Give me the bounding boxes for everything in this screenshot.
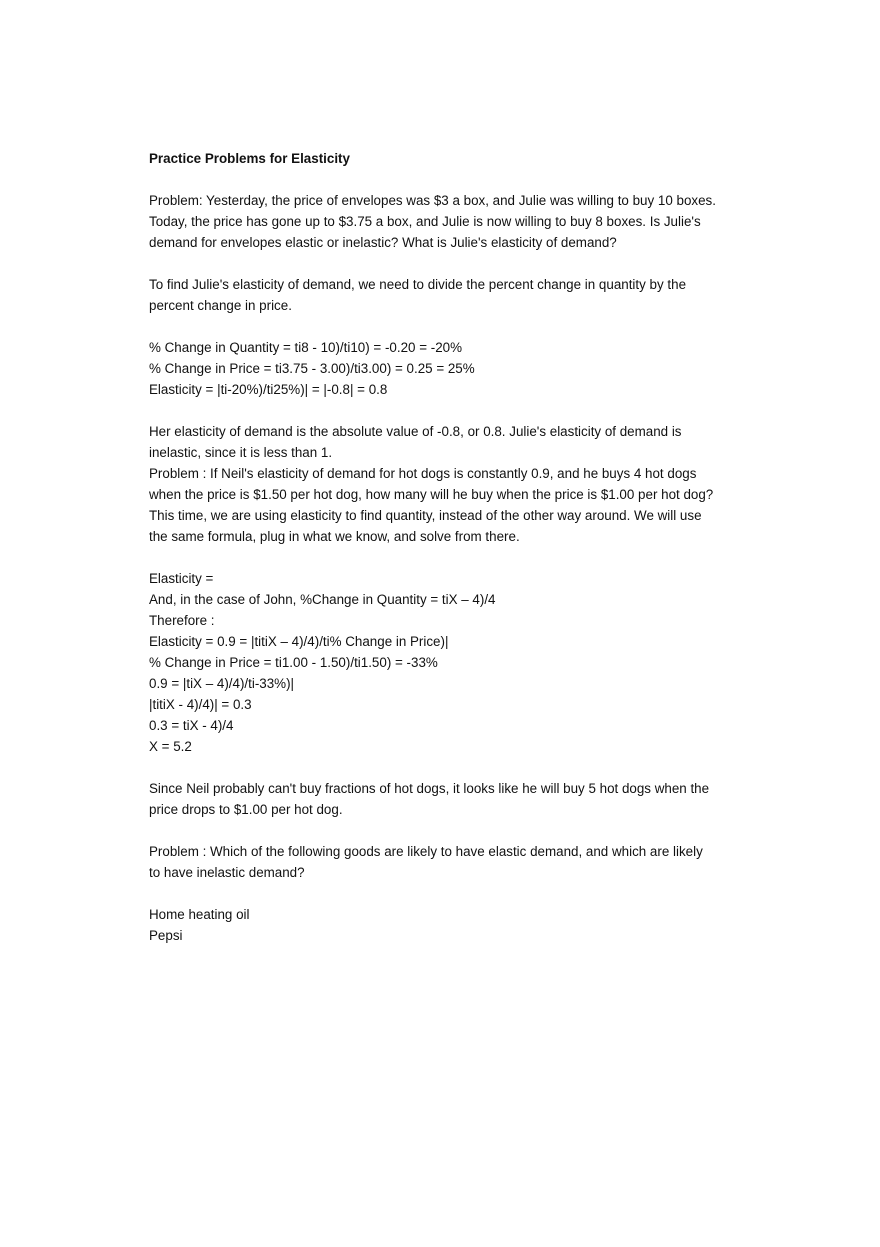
text-line: Home heating oil [149, 907, 250, 922]
text-line: 0.9 = |tiX – 4)/4)/ti-33%)| [149, 676, 295, 691]
text-line: To find Julie's elasticity of demand, we need to divide the percent change in quantity by the [149, 277, 687, 292]
text-line: inelastic, since it is less than 1. [149, 445, 333, 460]
blank-line [149, 883, 749, 904]
text-line: Problem : Which of the following goods are likely to have elastic demand, and which are likely [149, 844, 703, 859]
document-page [149, 148, 749, 946]
text-line: Elasticity = [149, 571, 214, 586]
blank-line [149, 757, 749, 778]
text-line: |titiX - 4)/4)| = 0.3 [149, 697, 252, 712]
text-line: Today, the price has gone up to $3.75 a box, and Julie is now willing to buy 8 boxes. Is Julie's [149, 214, 701, 229]
text-line: And, in the case of John, %Change in Quantity = tiX – 4)/4 [149, 592, 496, 607]
blank-line [149, 547, 749, 568]
blank-line [149, 169, 749, 190]
blank-line [149, 253, 749, 274]
text-line: demand for envelopes elastic or inelastic? What is Julie's elasticity of demand? [149, 235, 617, 250]
text-line: This time, we are using elasticity to find quantity, instead of the other way around. We will use [149, 508, 702, 523]
text-line: % Change in Price = ti1.00 - 1.50)/ti1.50) = -33% [149, 655, 438, 670]
text-line: Since Neil probably can't buy fractions of hot dogs, it looks like he will buy 5 hot dogs when the [149, 781, 710, 796]
text-line: Pepsi [149, 928, 183, 943]
text-line: Her elasticity of demand is the absolute value of -0.8, or 0.8. Julie's elasticity of demand is [149, 424, 682, 439]
text-line: Therefore : [149, 613, 215, 628]
text-line: the same formula, plug in what we know, and solve from there. [149, 529, 520, 544]
blank-line [149, 820, 749, 841]
blank-line [149, 316, 749, 337]
text-line: Elasticity = |ti-20%)/ti25%)| = |-0.8| = 0.8 [149, 382, 388, 397]
document-title: Practice Problems for Elasticity [149, 151, 350, 166]
text-line: 0.3 = tiX - 4)/4 [149, 718, 234, 733]
text-line: % Change in Quantity = ti8 - 10)/ti10) = -0.20 = -20% [149, 340, 462, 355]
document-body [149, 169, 749, 946]
text-line: price drops to $1.00 per hot dog. [149, 802, 343, 817]
text-line: Problem : If Neil's elasticity of demand for hot dogs is constantly 0.9, and he buys 4 hot dogs [149, 466, 697, 481]
text-line: % Change in Price = ti3.75 - 3.00)/ti3.00) = 0.25 = 25% [149, 361, 475, 376]
text-line: Problem: Yesterday, the price of envelopes was $3 a box, and Julie was willing to buy 10 boxes. [149, 193, 716, 208]
text-line: to have inelastic demand? [149, 865, 305, 880]
text-line: X = 5.2 [149, 739, 192, 754]
text-line: percent change in price. [149, 298, 292, 313]
blank-line [149, 400, 749, 421]
text-line: Elasticity = 0.9 = |titiX – 4)/4)/ti% Change in Price)| [149, 634, 449, 649]
text-line: when the price is $1.50 per hot dog, how many will he buy when the price is $1.00 per hot dog? [149, 487, 714, 502]
